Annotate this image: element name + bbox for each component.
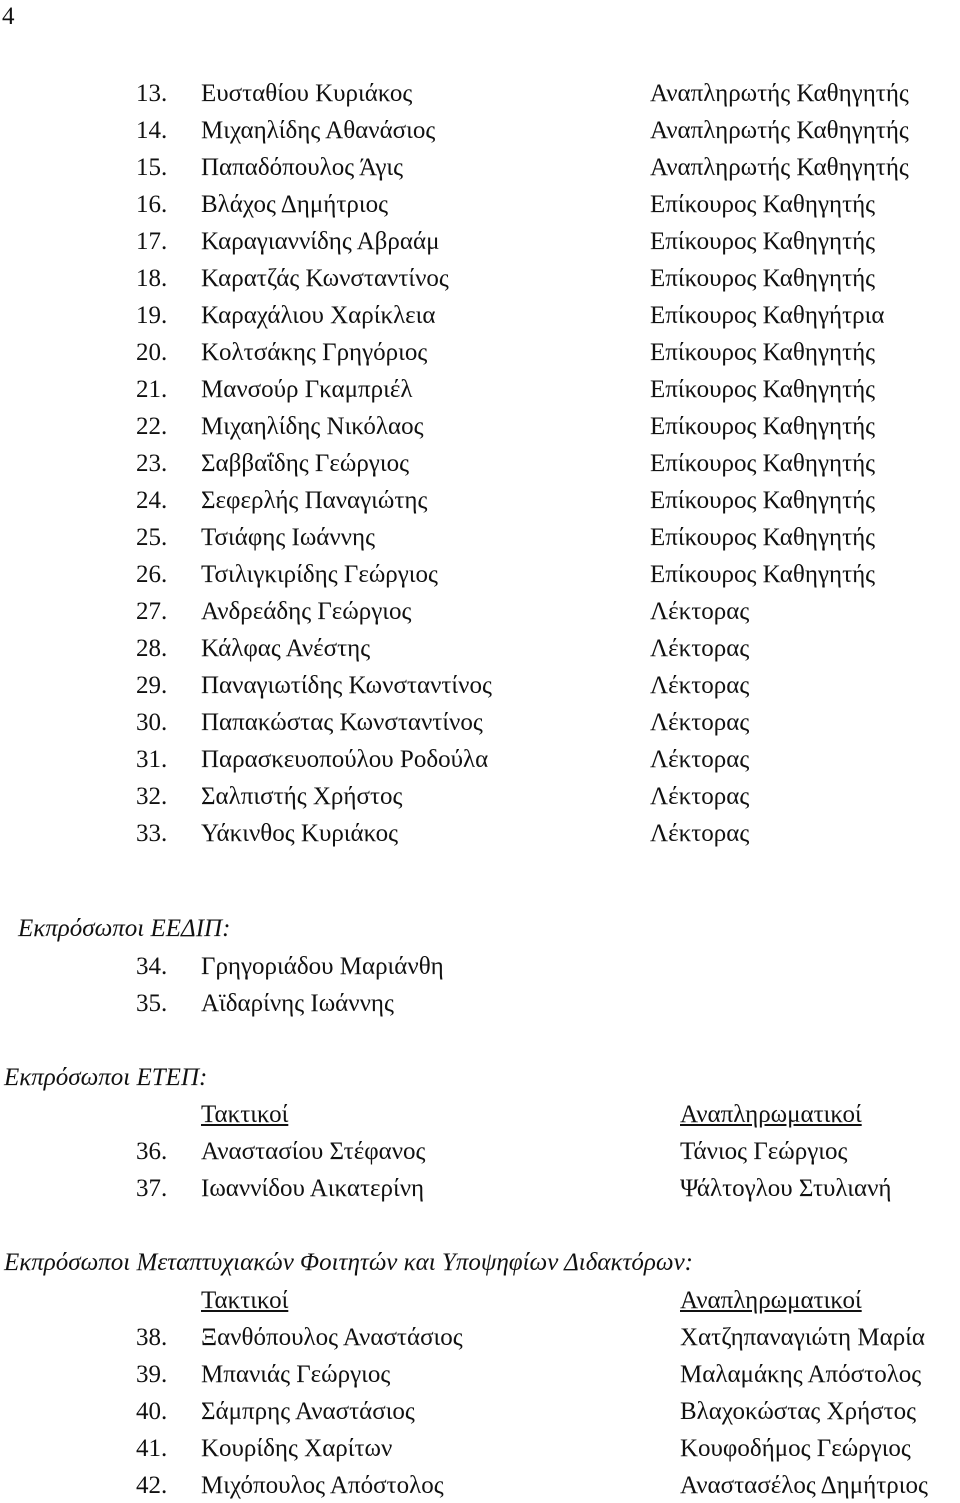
- item-number: 28.: [136, 635, 168, 662]
- member-name: Σεφερλής Παναγιώτης: [201, 487, 428, 514]
- member-name: Σαλπιστής Χρήστος: [201, 783, 403, 810]
- column-heading-alternate: Αναπληρωματικοί: [680, 1101, 862, 1128]
- section-heading: Εκπρόσωποι ΕΤΕΠ:: [4, 1064, 208, 1091]
- item-number: 42.: [136, 1472, 168, 1499]
- item-number: 23.: [136, 450, 168, 477]
- member-rank: Επίκουρος Καθηγητής: [650, 561, 876, 588]
- member-name: Μιχαηλίδης Αθανάσιος: [201, 117, 436, 144]
- member-name: Ξανθόπουλος Αναστάσιος: [201, 1324, 463, 1351]
- item-number: 27.: [136, 598, 168, 625]
- member-rank: Αναπληρωτής Καθηγητής: [650, 154, 909, 181]
- member-name: Κολτσάκης Γρηγόριος: [201, 339, 428, 366]
- member-rank: Λέκτορας: [650, 672, 750, 699]
- item-number: 16.: [136, 191, 168, 218]
- member-rank: Επίκουρος Καθηγητής: [650, 228, 876, 255]
- member-rank: Λέκτορας: [650, 598, 750, 625]
- member-name: Υάκινθος Κυριάκος: [201, 820, 399, 847]
- member-rank: Επίκουρος Καθηγητής: [650, 450, 876, 477]
- member-name: Μιχόπουλος Απόστολος: [201, 1472, 444, 1499]
- member-rank: Επίκουρος Καθηγητής: [650, 265, 876, 292]
- item-number: 39.: [136, 1361, 168, 1388]
- member-rank: Επίκουρος Καθηγητής: [650, 339, 876, 366]
- member-name: Παπακώστας Κωνσταντίνος: [201, 709, 483, 736]
- item-number: 26.: [136, 561, 168, 588]
- member-name: Μπανιάς Γεώργιος: [201, 1361, 391, 1388]
- item-number: 19.: [136, 302, 168, 329]
- member-name: Μιχαηλίδης Νικόλαος: [201, 413, 424, 440]
- page-number: 4: [2, 3, 15, 30]
- member-name: Τσιάφης Ιωάννης: [201, 524, 375, 551]
- member-rank: Λέκτορας: [650, 746, 750, 773]
- member-name: Καραγιαννίδης Αβραάμ: [201, 228, 440, 255]
- member-name: Σαββαΐδης Γεώργιος: [201, 450, 409, 477]
- item-number: 17.: [136, 228, 168, 255]
- column-heading-alternate: Αναπληρωματικοί: [680, 1287, 862, 1314]
- item-number: 25.: [136, 524, 168, 551]
- member-rank: Λέκτορας: [650, 820, 750, 847]
- item-number: 15.: [136, 154, 168, 181]
- item-number: 37.: [136, 1175, 168, 1202]
- item-number: 41.: [136, 1435, 168, 1462]
- member-name: Καραχάλιου Χαρίκλεια: [201, 302, 436, 329]
- member-name: Κουρίδης Χαρίτων: [201, 1435, 393, 1462]
- member-name: Ιωαννίδου Αικατερίνη: [201, 1175, 425, 1202]
- member-rank: Λέκτορας: [650, 635, 750, 662]
- section-heading: Εκπρόσωποι Μεταπτυχιακών Φοιτητών και Υποψηφίων Διδακτόρων:: [4, 1249, 693, 1276]
- member-rank: Αναπληρωτής Καθηγητής: [650, 80, 909, 107]
- member-rank: Αναπληρωτής Καθηγητής: [650, 117, 909, 144]
- member-rank: Επίκουρος Καθηγητής: [650, 524, 876, 551]
- member-name: Βλάχος Δημήτριος: [201, 191, 388, 218]
- alternate-name: Βλαχοκώστας Χρήστος: [680, 1398, 917, 1425]
- member-rank: Επίκουρος Καθηγητής: [650, 413, 876, 440]
- member-name: Παρασκευοπούλου Ροδούλα: [201, 746, 489, 773]
- alternate-name: Μαλαμάκης Απόστολος: [680, 1361, 922, 1388]
- column-heading-regular: Τακτικοί: [201, 1287, 289, 1314]
- item-number: 33.: [136, 820, 168, 847]
- column-heading-regular: Τακτικοί: [201, 1101, 289, 1128]
- item-number: 14.: [136, 117, 168, 144]
- alternate-name: Ψάλτογλου Στυλιανή: [680, 1175, 892, 1202]
- alternate-name: Αναστασέλος Δημήτριος: [680, 1472, 928, 1499]
- item-number: 24.: [136, 487, 168, 514]
- section-heading: Εκπρόσωποι ΕΕΔΙΠ:: [18, 915, 231, 942]
- member-name: Κάλφας Ανέστης: [201, 635, 371, 662]
- item-number: 18.: [136, 265, 168, 292]
- item-number: 21.: [136, 376, 168, 403]
- alternate-name: Χατζηπαναγιώτη Μαρία: [680, 1324, 925, 1351]
- member-name: Καρατζάς Κωνσταντίνος: [201, 265, 449, 292]
- member-name: Ανδρεάδης Γεώργιος: [201, 598, 412, 625]
- member-name: Σάμπρης Αναστάσιος: [201, 1398, 415, 1425]
- member-rank: Λέκτορας: [650, 783, 750, 810]
- member-name: Αϊδαρίνης Ιωάννης: [201, 990, 394, 1017]
- member-rank: Επίκουρος Καθηγητής: [650, 191, 876, 218]
- item-number: 30.: [136, 709, 168, 736]
- item-number: 29.: [136, 672, 168, 699]
- alternate-name: Κουφοδήμος Γεώργιος: [680, 1435, 911, 1462]
- member-name: Μανσούρ Γκαμπριέλ: [201, 376, 413, 403]
- member-name: Αναστασίου Στέφανος: [201, 1138, 426, 1165]
- alternate-name: Τάνιος Γεώργιος: [680, 1138, 848, 1165]
- member-name: Παναγιωτίδης Κωνσταντίνος: [201, 672, 492, 699]
- item-number: 20.: [136, 339, 168, 366]
- item-number: 34.: [136, 953, 168, 980]
- member-rank: Επίκουρος Καθηγήτρια: [650, 302, 885, 329]
- member-name: Ευσταθίου Κυριάκος: [201, 80, 413, 107]
- member-name: Παπαδόπουλος Άγις: [201, 154, 404, 181]
- item-number: 38.: [136, 1324, 168, 1351]
- item-number: 22.: [136, 413, 168, 440]
- member-rank: Επίκουρος Καθηγητής: [650, 487, 876, 514]
- item-number: 31.: [136, 746, 168, 773]
- item-number: 13.: [136, 80, 168, 107]
- item-number: 35.: [136, 990, 168, 1017]
- item-number: 32.: [136, 783, 168, 810]
- item-number: 36.: [136, 1138, 168, 1165]
- member-name: Τσιλιγκιρίδης Γεώργιος: [201, 561, 438, 588]
- member-rank: Λέκτορας: [650, 709, 750, 736]
- member-name: Γρηγοριάδου Μαριάνθη: [201, 953, 444, 980]
- item-number: 40.: [136, 1398, 168, 1425]
- member-rank: Επίκουρος Καθηγητής: [650, 376, 876, 403]
